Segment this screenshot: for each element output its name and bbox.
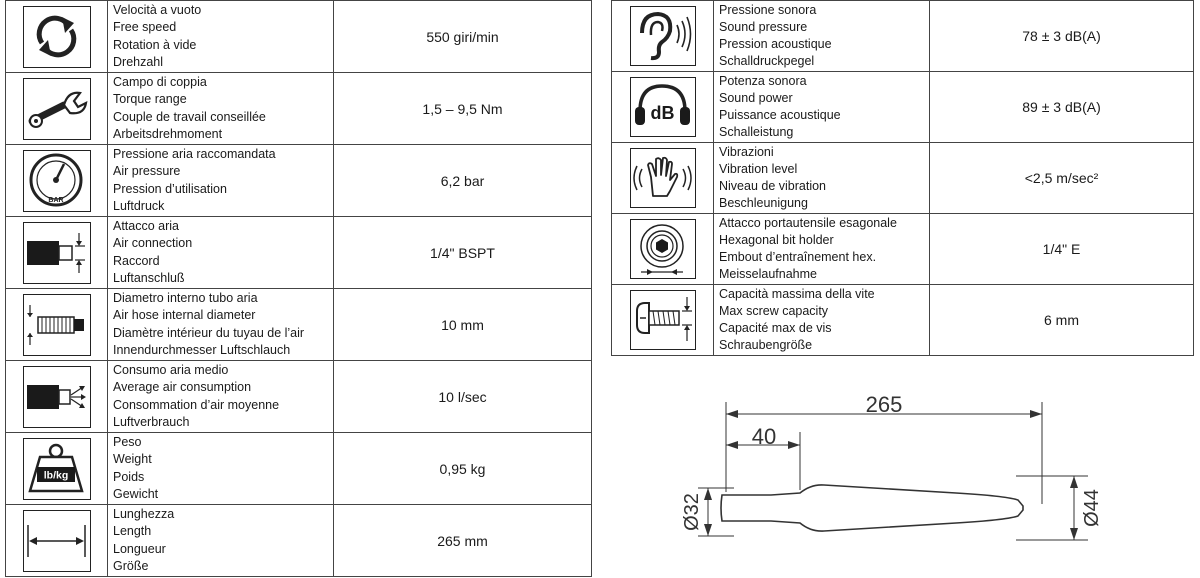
label-it: Velocità a vuoto: [113, 3, 202, 18]
label-fr: Pression d’utilisation: [113, 181, 227, 196]
value-cell: 1/4" E: [930, 214, 1194, 285]
table-row: [6, 505, 592, 577]
label-de: Meisselaufnahme: [719, 267, 817, 282]
label-fr: Capacité max de vis: [719, 321, 832, 335]
label-cell: [108, 145, 334, 217]
length-arrow-icon: [23, 510, 91, 572]
value-cell: 1/4" BSPT: [334, 217, 592, 289]
air-connection-icon: [23, 222, 91, 284]
label-de: Luftdruck: [113, 198, 165, 213]
table-row: [612, 72, 1194, 143]
label-en: Length: [113, 524, 152, 539]
label-en: Air connection: [113, 236, 193, 251]
value-cell: 6,2 bar: [334, 145, 592, 217]
icon-cell: [6, 73, 108, 145]
label-en: Max screw capacity: [719, 303, 829, 318]
value-cell: <2,5 m/sec²: [930, 143, 1194, 214]
table-row: [6, 73, 592, 145]
label-it: Peso: [113, 435, 142, 450]
label-it: Consumo aria medio: [113, 363, 229, 378]
label-it: Pressione aria raccomandata: [113, 147, 276, 162]
icon-cell: [6, 217, 108, 289]
label-cell: [714, 285, 930, 356]
label-it: Pressione sonora: [719, 2, 817, 17]
label-fr: Niveau de vibration: [719, 179, 827, 193]
label-it: Lunghezza: [113, 507, 175, 522]
table-row: [6, 145, 592, 217]
label-fr: Pression acoustique: [719, 37, 832, 51]
tool-dimension-drawing: [676, 380, 1116, 560]
value-cell: 89 ± 3 dB(A): [930, 72, 1194, 143]
screw-capacity-icon: [630, 290, 696, 350]
label-cell: [714, 214, 930, 285]
table-row: [6, 361, 592, 433]
label-en: Average air consumption: [113, 380, 252, 395]
label-fr: Embout d’entraînement hex.: [719, 250, 877, 264]
wrench-icon: [23, 78, 91, 140]
icon-cell: [612, 214, 714, 285]
label-it: Attacco portautensile esagonale: [719, 215, 897, 230]
table-row: [612, 214, 1194, 285]
label-fr: Diamètre intérieur du tuyau de l’air: [113, 325, 305, 340]
tool-outline: [721, 485, 1023, 531]
label-de: Schraubengröße: [719, 338, 813, 353]
value-cell: 265 mm: [334, 505, 592, 577]
label-it: Potenza sonora: [719, 73, 807, 88]
label-de: Beschleunigung: [719, 196, 808, 211]
label-fr: Puissance acoustique: [719, 108, 841, 122]
label-cell: [108, 73, 334, 145]
table-row: [6, 433, 592, 505]
icon-cell: [6, 433, 108, 505]
label-en: Free speed: [113, 20, 177, 35]
label-cell: [714, 1, 930, 72]
ear-sound-icon: [630, 6, 696, 66]
label-fr: Raccord: [113, 253, 160, 268]
label-cell: [714, 143, 930, 214]
label-de: Schalldruckpegel: [719, 54, 815, 69]
value-cell: 10 l/sec: [334, 361, 592, 433]
table-row: [6, 289, 592, 361]
label-it: Attacco aria: [113, 219, 180, 234]
gauge-label: BAR: [47, 196, 64, 204]
hex-bit-holder-icon: [630, 219, 696, 279]
icon-cell: [612, 72, 714, 143]
air-hose-diameter-icon: [23, 294, 91, 356]
label-fr: Longueur: [113, 541, 166, 556]
label-it: Campo di coppia: [113, 75, 207, 90]
label-de: Schalleistung: [719, 125, 794, 140]
icon-cell: [612, 285, 714, 356]
headphones-db-icon: [630, 77, 696, 137]
label-en: Weight: [113, 452, 152, 467]
value-cell: 1,5 – 9,5 Nm: [334, 73, 592, 145]
label-de: Innendurchmesser Luftschlauch: [113, 342, 291, 357]
value-cell: 0,95 kg: [334, 433, 592, 505]
spec-table-right: [611, 0, 1194, 356]
label-fr: Poids: [113, 469, 145, 484]
icon-cell: [6, 505, 108, 577]
pressure-gauge-icon: [23, 150, 91, 212]
label-cell: [108, 217, 334, 289]
label-en: Sound pressure: [719, 19, 808, 34]
label-cell: [108, 505, 334, 577]
label-en: Air pressure: [113, 164, 181, 179]
icon-cell: [612, 1, 714, 72]
table-row: [612, 1, 1194, 72]
label-en: Hexagonal bit holder: [719, 232, 834, 247]
icon-cell: [6, 145, 108, 217]
label-cell: [714, 72, 930, 143]
label-fr: Couple de travail conseillée: [113, 109, 266, 124]
label-fr: Consommation d’air moyenne: [113, 397, 280, 412]
weight-icon: [23, 438, 91, 500]
label-cell: [108, 289, 334, 361]
icon-cell: [612, 143, 714, 214]
value-cell: 6 mm: [930, 285, 1194, 356]
value-cell: 78 ± 3 dB(A): [930, 1, 1194, 72]
table-row: [612, 285, 1194, 356]
label-de: Arbeitsdrehmoment: [113, 126, 223, 141]
table-row: [612, 143, 1194, 214]
icon-cell: [6, 289, 108, 361]
db-label: dB: [650, 103, 674, 123]
label-de: Gewicht: [113, 486, 159, 501]
weight-label: lb/kg: [43, 469, 68, 481]
air-consumption-icon: [23, 366, 91, 428]
label-en: Air hose internal diameter: [113, 308, 256, 323]
label-cell: [108, 1, 334, 73]
label-it: Vibrazioni: [719, 144, 774, 159]
label-de: Luftverbrauch: [113, 414, 190, 429]
hand-vibration-icon: [630, 148, 696, 208]
label-en: Sound power: [719, 90, 793, 105]
label-cell: [108, 433, 334, 505]
spec-table-left: [5, 0, 592, 577]
table-row: [6, 1, 592, 73]
label-de: Größe: [113, 558, 149, 573]
label-it: Diametro interno tubo aria: [113, 291, 258, 306]
label-en: Torque range: [113, 92, 187, 107]
value-cell: 10 mm: [334, 289, 592, 361]
label-de: Luftanschluß: [113, 270, 185, 285]
label-fr: Rotation à vide: [113, 37, 197, 52]
table-row: [6, 217, 592, 289]
label-en: Vibration level: [719, 161, 798, 176]
small-diameter-label: Ø32: [681, 493, 703, 531]
label-it: Capacità massima della vite: [719, 286, 875, 301]
label-de: Drehzahl: [113, 54, 164, 69]
icon-cell: [6, 1, 108, 73]
icon-cell: [6, 361, 108, 433]
label-cell: [108, 361, 334, 433]
grip-length-label: 40: [751, 424, 777, 449]
rotation-arrows-icon: [23, 6, 91, 68]
overall-length-label: 265: [865, 392, 903, 417]
large-diameter-label: Ø44: [1081, 489, 1103, 527]
value-cell: 550 giri/min: [334, 1, 592, 73]
